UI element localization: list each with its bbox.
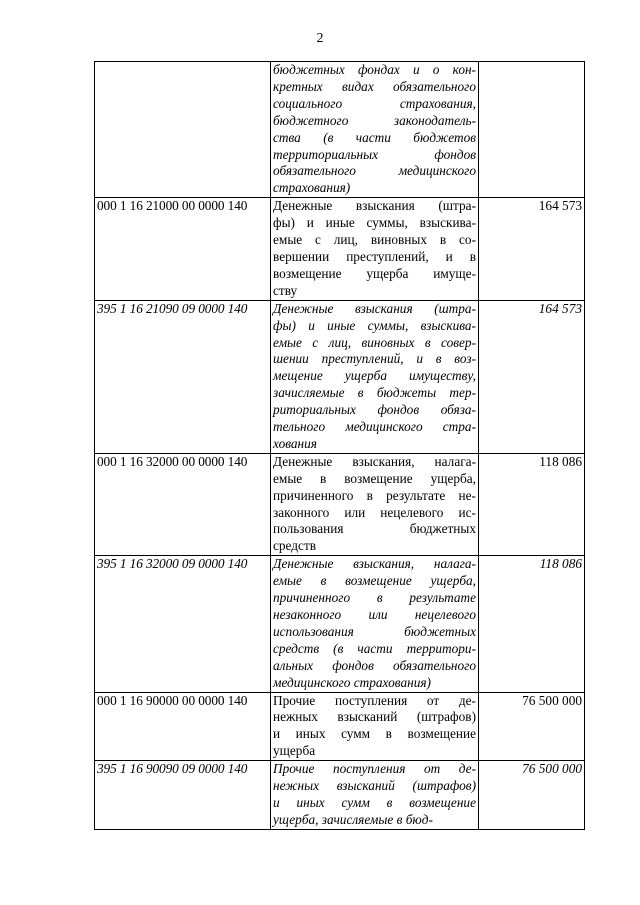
revenue-name-line: законного или нецелевого ис-: [273, 504, 476, 520]
revenue-name-line: возмещение ущерба имуще-: [273, 265, 476, 281]
classification-code-cell: 000 1 16 90000 00 0000 140: [95, 692, 271, 761]
revenue-name-cell: [271, 761, 479, 830]
revenue-name-line: емые в возмещение ущерба,: [273, 573, 476, 589]
table-body: [95, 62, 585, 830]
revenue-name-line: обязательного медицинского: [273, 163, 476, 179]
table-row: [95, 300, 585, 453]
table-row: [95, 761, 585, 830]
revenue-name-line: страхования): [273, 180, 351, 196]
revenue-name-line: и иных сумм в возмещение: [273, 794, 476, 810]
revenue-name-line: причиненного в результате не-: [273, 487, 476, 503]
page-number: 2: [316, 31, 324, 46]
classification-code-cell: 000 1 16 32000 00 0000 140: [95, 453, 271, 555]
revenue-name-line: Прочие поступления от де-: [273, 692, 476, 708]
revenue-name-line: шении преступлений, и в воз-: [273, 351, 476, 367]
revenue-name-line: незаконного или нецелевого: [273, 607, 476, 622]
revenue-name-line: хования: [273, 435, 317, 451]
revenue-name-line: Денежные взыскания, налага-: [273, 453, 476, 469]
classification-code-cell: [95, 62, 271, 198]
revenue-name-cell: [271, 198, 479, 300]
revenue-name-line: зачисляемые в бюджеты тер-: [273, 385, 476, 401]
revenue-name-line: бюджетных фондах и о кон-: [273, 62, 476, 77]
revenue-name-line: Денежные взыскания (штра-: [273, 198, 476, 214]
revenue-name-cell: [271, 692, 479, 761]
amount-cell: 118 086: [479, 556, 585, 692]
table-row: [95, 453, 585, 555]
revenue-name-line: средств: [273, 538, 317, 554]
table-row: [95, 198, 585, 300]
revenue-name-line: средств (в части территори-: [273, 640, 476, 656]
budget-revenue-table: [94, 61, 585, 830]
revenue-name-line: емые с лиц, виновных в совер-: [273, 334, 476, 350]
revenue-name-line: пользования бюджетных: [273, 521, 476, 537]
classification-code-cell: 000 1 16 21000 00 0000 140: [95, 198, 271, 300]
revenue-name-line: ущерба, зачисляемые в бюд-: [273, 811, 433, 827]
revenue-name-line: кретных видах обязательного: [273, 78, 476, 94]
table-row: [95, 62, 585, 198]
revenue-name-line: ства (в части бюджетов: [273, 129, 476, 145]
revenue-name-line: емые с лиц, виновных в со-: [273, 232, 476, 248]
revenue-name-line: риториальных фондов обяза-: [273, 402, 476, 418]
revenue-name-cell: [271, 453, 479, 555]
table-row: [95, 692, 585, 761]
amount-cell: 118 086: [479, 453, 585, 555]
revenue-name-line: вершении преступлений, и в: [273, 248, 476, 264]
revenue-name-line: Денежные взыскания (штра-: [273, 300, 476, 316]
revenue-name-line: бюджетного законодатель-: [273, 112, 476, 128]
revenue-name-line: Прочие поступления от де-: [273, 761, 476, 777]
revenue-name-line: фы) и иные суммы, взыскива-: [273, 215, 476, 231]
amount-cell: 164 573: [479, 198, 585, 300]
amount-cell: 76 500 000: [479, 761, 585, 830]
revenue-name-line: нежных взысканий (штрафов): [273, 778, 476, 794]
revenue-name-line: Денежные взыскания, налага-: [273, 556, 476, 572]
revenue-name-line: и иных сумм в возмещение: [273, 726, 476, 742]
revenue-name-line: фы) и иные суммы, взыскива-: [273, 317, 476, 333]
revenue-name-cell: [271, 62, 479, 198]
amount-cell: 76 500 000: [479, 692, 585, 761]
revenue-name-cell: [271, 556, 479, 692]
revenue-name-line: использования бюджетных: [273, 623, 476, 639]
revenue-name-line: тельного медицинского стра-: [273, 419, 476, 435]
classification-code-cell: 395 1 16 21090 09 0000 140: [95, 300, 271, 453]
revenue-name-line: социального страхования,: [273, 95, 476, 111]
revenue-name-line: медицинского страхования): [273, 674, 431, 690]
revenue-name-line: причиненного в результате: [273, 590, 476, 606]
revenue-name-line: территориальных фондов: [273, 146, 476, 162]
revenue-name-line: ущерба: [273, 743, 316, 759]
amount-cell: 164 573: [479, 300, 585, 453]
revenue-name-cell: [271, 300, 479, 453]
classification-code-cell: 395 1 16 32000 09 0000 140: [95, 556, 271, 692]
amount-cell: [479, 62, 585, 198]
revenue-name-line: ству: [273, 282, 298, 298]
revenue-name-line: нежных взысканий (штрафов): [273, 709, 476, 725]
table-row: [95, 556, 585, 692]
revenue-name-line: емые в возмещение ущерба,: [273, 470, 476, 486]
classification-code-cell: 395 1 16 90090 09 0000 140: [95, 761, 271, 830]
revenue-name-line: альных фондов обязательного: [273, 657, 476, 673]
revenue-name-line: мещение ущерба имуществу,: [273, 368, 476, 384]
